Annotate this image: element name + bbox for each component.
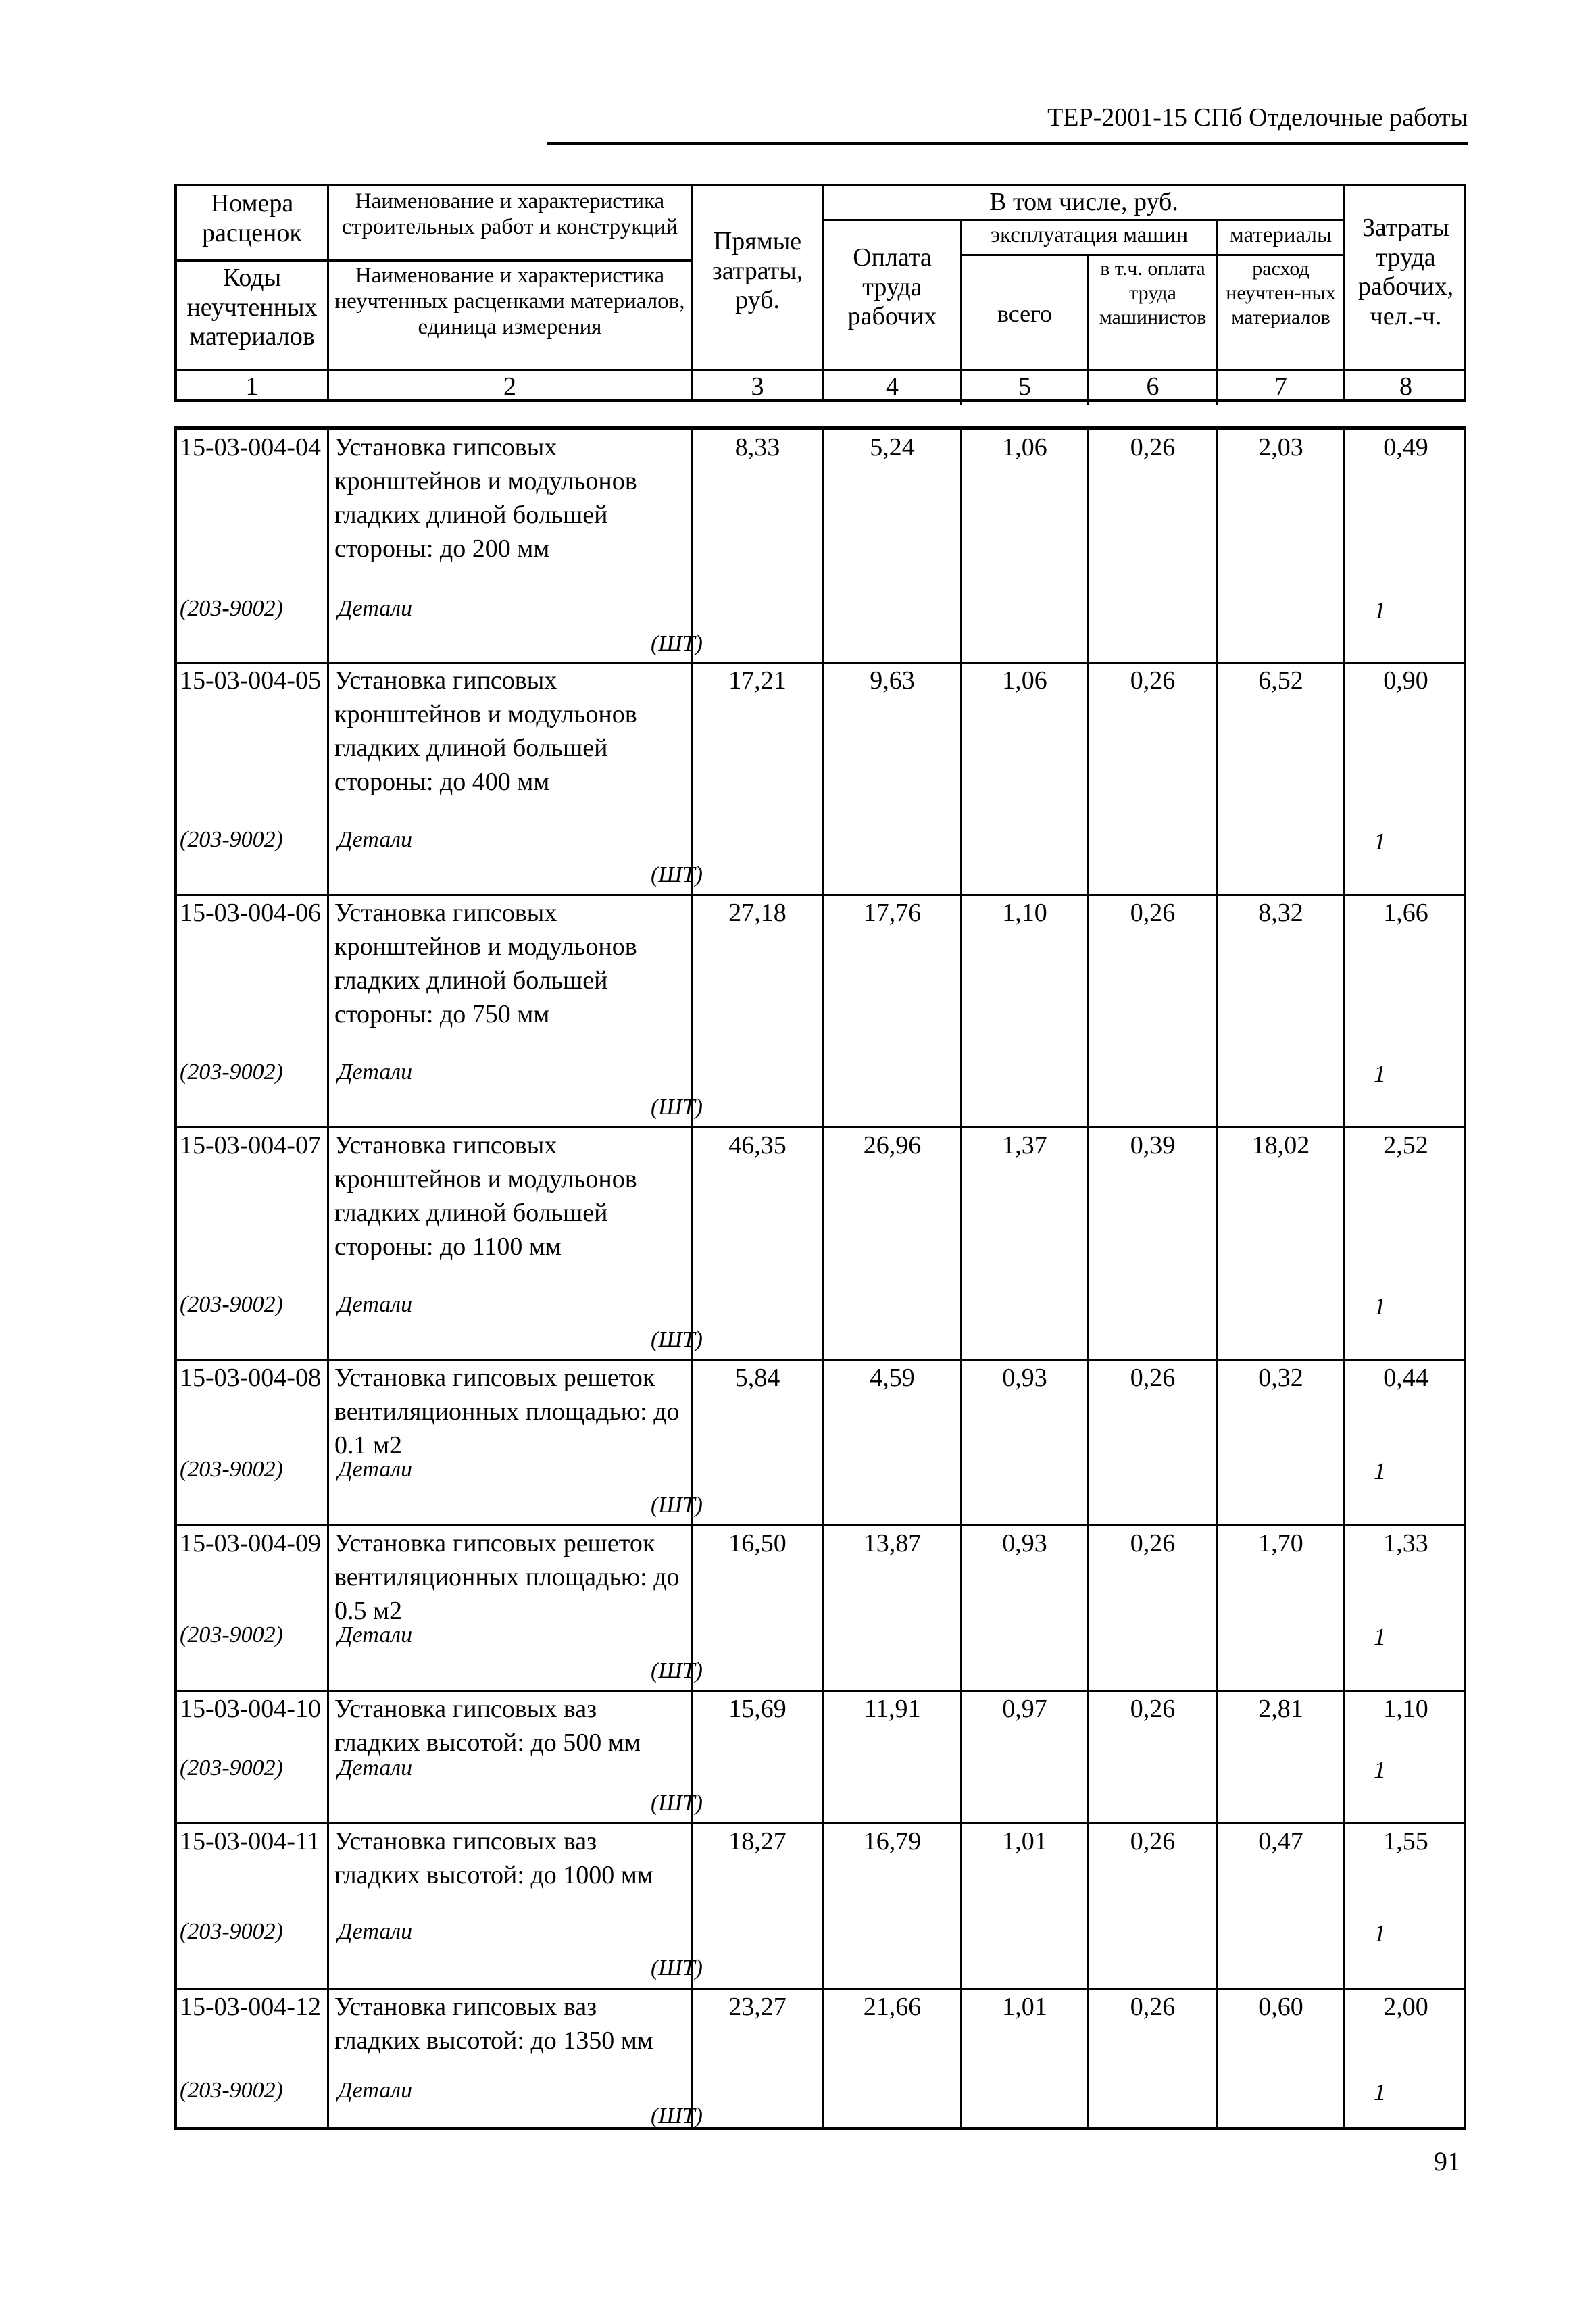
table-row (177, 1524, 1464, 1690)
machine-total: 0,97 (1002, 1695, 1047, 1723)
materials-cost: 8,32 (1258, 899, 1303, 927)
labor-hours: 1,10 (1383, 1695, 1428, 1723)
rate-code: 15-03-004-04 (180, 433, 321, 462)
material-name: Детали (338, 2078, 413, 2103)
work-name: Установка гипсовых кронштейнов и модульонов гладких длиной большей стороны: до 750 мм (334, 899, 637, 1028)
labor-hours: 2,52 (1383, 1131, 1428, 1160)
col4-header: Оплата труда рабочих (847, 243, 937, 331)
labor-hours: 1,66 (1383, 899, 1428, 927)
labor-cost: 16,79 (863, 1827, 922, 1856)
material-qty: 1 (1374, 2078, 1386, 2106)
material-code: (203-9002) (180, 1060, 283, 1085)
labor-hours: 0,90 (1383, 666, 1428, 695)
material-name: Детали (338, 1457, 413, 1482)
header-rule (547, 142, 1468, 145)
labor-cost: 13,87 (863, 1529, 922, 1558)
rate-code: 15-03-004-08 (180, 1364, 321, 1392)
material-unit: (ШТ) (650, 862, 703, 887)
material-unit: (ШТ) (650, 1493, 703, 1518)
work-name: Установка гипсовых ваз гладких высотой: до 500 мм (334, 1695, 641, 1757)
materials-cost: 18,02 (1251, 1131, 1310, 1160)
group-header: В том числе, руб. (989, 188, 1178, 216)
rate-code: 15-03-004-05 (180, 666, 321, 695)
col-number: 7 (1274, 372, 1287, 401)
machine-total: 1,06 (1002, 666, 1047, 695)
direct-cost: 17,21 (728, 666, 787, 695)
col-number: 4 (886, 372, 899, 401)
machine-total: 1,01 (1002, 1993, 1047, 2021)
material-code: (203-9002) (180, 1292, 283, 1317)
labor-cost: 9,63 (870, 666, 915, 695)
table-row (177, 428, 1464, 662)
machine-total: 1,37 (1002, 1131, 1047, 1160)
col3-header: Прямые затраты, руб. (712, 227, 803, 315)
table-row (177, 894, 1464, 1126)
work-name: Установка гипсовых кронштейнов и модульонов гладких длиной большей стороны: до 200 мм (334, 433, 637, 563)
material-name: Детали (338, 1919, 413, 1944)
labor-cost: 11,91 (864, 1695, 921, 1723)
material-qty: 1 (1374, 1060, 1386, 1087)
materials-cost: 0,32 (1258, 1364, 1303, 1392)
materials-cost: 2,81 (1258, 1695, 1303, 1723)
materials-cost: 0,47 (1258, 1827, 1303, 1856)
col-number: 6 (1146, 372, 1159, 401)
rates-table (174, 426, 1466, 2130)
col8-header: Затраты труда рабочих, чел.-ч. (1357, 214, 1454, 331)
material-unit: (ШТ) (650, 1956, 703, 1981)
table-row (177, 662, 1464, 894)
direct-cost: 46,35 (728, 1131, 787, 1160)
labor-cost: 26,96 (863, 1131, 922, 1160)
direct-cost: 16,50 (728, 1529, 787, 1558)
material-qty: 1 (1374, 1756, 1386, 1783)
direct-cost: 18,27 (728, 1827, 787, 1856)
materials-cost: 0,60 (1258, 1993, 1303, 2021)
col7-header: расход неучтен-ных материалов (1226, 257, 1336, 328)
materials-cost: 1,70 (1258, 1529, 1303, 1558)
material-code: (203-9002) (180, 596, 283, 621)
materials-cost: 6,52 (1258, 666, 1303, 695)
material-name: Детали (338, 827, 413, 852)
work-name: Установка гипсовых кронштейнов и модульонов гладких длиной большей стороны: до 1100 мм (334, 1131, 637, 1261)
machine-total: 1,06 (1002, 433, 1047, 462)
material-unit: (ШТ) (650, 1791, 703, 1816)
material-code: (203-9002) (180, 827, 283, 852)
labor-hours: 0,44 (1383, 1364, 1428, 1392)
machine-labor: 0,26 (1130, 666, 1176, 695)
col-number: 3 (751, 372, 764, 401)
direct-cost: 8,33 (734, 433, 780, 462)
work-name: Установка гипсовых ваз гладких высотой: до 1000 мм (334, 1827, 653, 1889)
material-code: (203-9002) (180, 1622, 283, 1647)
col-number: 5 (1018, 372, 1031, 401)
table-row (177, 1822, 1464, 1988)
page-number: 91 (1434, 2146, 1461, 2176)
work-name: Установка гипсовых решеток вентиляционных площадью: до 0.1 м2 (334, 1364, 680, 1460)
rate-code: 15-03-004-11 (180, 1827, 320, 1856)
divider (822, 219, 1343, 221)
rate-code: 15-03-004-12 (180, 1993, 321, 2021)
machine-labor: 0,26 (1130, 1827, 1176, 1856)
material-name: Детали (338, 1622, 413, 1647)
col-number: 8 (1399, 372, 1412, 401)
material-qty: 1 (1374, 828, 1386, 855)
labor-cost: 5,24 (870, 433, 915, 462)
machine-labor: 0,26 (1130, 1364, 1176, 1392)
machine-total: 1,01 (1002, 1827, 1047, 1856)
labor-hours: 0,49 (1383, 433, 1428, 462)
direct-cost: 15,69 (728, 1695, 787, 1723)
work-name: Установка гипсовых решеток вентиляционных площадью: до 0.5 м2 (334, 1529, 680, 1625)
material-unit: (ШТ) (650, 1095, 703, 1120)
material-qty: 1 (1374, 1458, 1386, 1485)
material-unit: (ШТ) (650, 1658, 703, 1683)
work-name: Установка гипсовых кронштейнов и модульонов гладких длиной большей стороны: до 400 мм (334, 666, 637, 796)
direct-cost: 27,18 (728, 899, 787, 927)
material-name: Детали (338, 596, 413, 621)
material-unit: (ШТ) (650, 631, 703, 656)
material-code: (203-9002) (180, 2078, 283, 2103)
divider (177, 259, 691, 262)
col5-header: всего (997, 300, 1053, 327)
rate-code: 15-03-004-09 (180, 1529, 321, 1558)
labor-cost: 4,59 (870, 1364, 915, 1392)
material-qty: 1 (1374, 597, 1386, 624)
col-number: 2 (503, 372, 516, 401)
table-row (177, 1359, 1464, 1524)
machine-labor: 0,26 (1130, 433, 1176, 462)
divider (177, 369, 1464, 371)
col2-header: Наименование и характеристика строительных работ и конструкций (341, 189, 678, 239)
direct-cost: 23,27 (728, 1993, 787, 2021)
col2-subheader: Наименование и характеристика неучтенных расценками материалов, единица измерения (334, 264, 685, 339)
material-unit: (ШТ) (650, 2104, 703, 2129)
col1-header: Номера расценок (202, 189, 302, 247)
material-qty: 1 (1374, 1623, 1386, 1650)
running-title: ТЕР-2001-15 СПб Отделочные работы (1047, 103, 1468, 132)
machine-labor: 0,26 (1130, 1695, 1176, 1723)
col1-subheader: Коды неучтенных материалов (186, 264, 318, 351)
material-name: Детали (338, 1292, 413, 1317)
direct-cost: 5,84 (734, 1364, 780, 1392)
col6-header: в т.ч. оплата труда машинистов (1099, 257, 1207, 328)
material-unit: (ШТ) (650, 1327, 703, 1352)
table-row (177, 1690, 1464, 1822)
material-name: Детали (338, 1756, 413, 1781)
materials-header: материалы (1229, 223, 1332, 247)
machines-header: эксплуатация машин (990, 223, 1189, 247)
labor-cost: 17,76 (863, 899, 922, 927)
machine-total: 1,10 (1002, 899, 1047, 927)
material-code: (203-9002) (180, 1457, 283, 1482)
table-row (177, 1988, 1464, 2133)
machine-total: 0,93 (1002, 1364, 1047, 1392)
table-row (177, 1126, 1464, 1359)
labor-hours: 1,55 (1383, 1827, 1428, 1856)
rate-code: 15-03-004-07 (180, 1131, 321, 1160)
work-name: Установка гипсовых ваз гладких высотой: до 1350 мм (334, 1993, 653, 2055)
material-qty: 1 (1374, 1293, 1386, 1320)
material-code: (203-9002) (180, 1756, 283, 1781)
machine-labor: 0,39 (1130, 1131, 1176, 1160)
rate-code: 15-03-004-10 (180, 1695, 321, 1723)
col-number: 1 (245, 372, 259, 401)
material-name: Детали (338, 1060, 413, 1085)
machine-labor: 0,26 (1130, 899, 1176, 927)
material-code: (203-9002) (180, 1919, 283, 1944)
rate-code: 15-03-004-06 (180, 899, 321, 927)
labor-cost: 21,66 (863, 1993, 922, 2021)
labor-hours: 1,33 (1383, 1529, 1428, 1558)
machine-labor: 0,26 (1130, 1529, 1176, 1558)
materials-cost: 2,03 (1258, 433, 1303, 462)
machine-total: 0,93 (1002, 1529, 1047, 1558)
machine-labor: 0,26 (1130, 1993, 1176, 2021)
material-qty: 1 (1374, 1920, 1386, 1947)
column-header-table (174, 184, 1466, 402)
labor-hours: 2,00 (1383, 1993, 1428, 2021)
divider (960, 254, 1343, 256)
